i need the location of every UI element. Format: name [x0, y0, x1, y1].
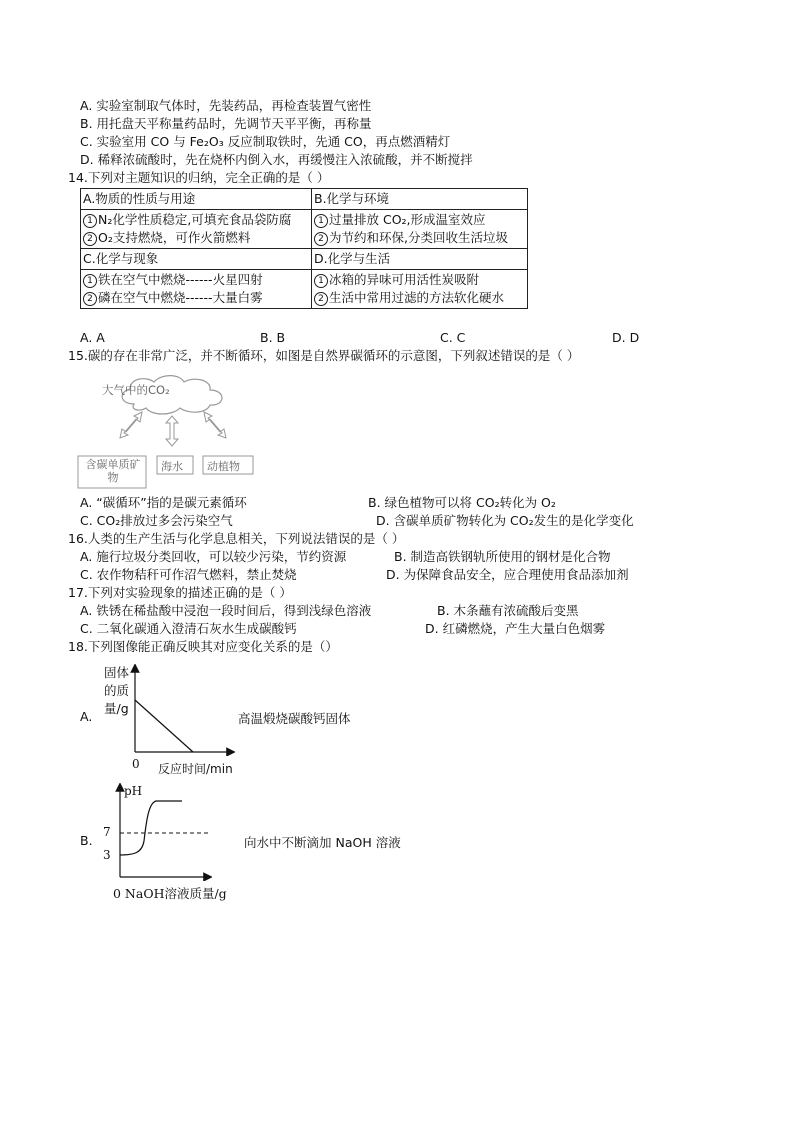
q17-option-b: B. 木条蘸有浓硫酸后变黑 [437, 603, 579, 618]
q18-b-graph [112, 783, 212, 881]
q13-option-c: C. 实验室用 CO 与 Fe₂O₃ 反应制取铁时，先通 CO，再点燃酒精灯 [80, 134, 451, 149]
cloud-label: 大气中的CO₂ [102, 383, 170, 397]
q15-option-a: A. “碳循环”指的是碳元素循环 [80, 495, 247, 510]
q17-stem: 17.下列对实验现象的描述正确的是（ ） [68, 585, 292, 600]
q18-a-origin: 0 [132, 757, 140, 771]
q17-option-d: D. 红磷燃烧，产生大量白色烟雾 [425, 621, 606, 636]
q14-a-cell [81, 210, 312, 249]
circled-one-icon: 1 [83, 214, 97, 228]
q14-d-item-2: 生活中常用过滤的方法软化硬水 [329, 290, 505, 305]
q14-d-item-1: 冰箱的异味可用活性炭吸附 [329, 272, 480, 287]
q13-option-b: B. 用托盘天平称量药品时，先调节天平平衡，再称量 [80, 116, 372, 131]
q18-b-tick-7: 7 [103, 825, 111, 839]
q18-b-ylabel: pH [124, 784, 143, 798]
q14-d-cell [312, 270, 528, 309]
q18-b-xlabel: 0 NaOH溶液质量/g [113, 886, 227, 901]
q15-option-d: D. 含碳单质矿物转化为 CO₂发生的是化学变化 [376, 513, 634, 528]
q18-a-ylabel-line3: 量/g [104, 701, 129, 716]
q14-b-cell [312, 210, 528, 249]
q18-a-xlabel: 反应时间/min [158, 762, 233, 776]
q18-a-graph [125, 664, 235, 756]
q14-option-d: D. D [612, 330, 640, 345]
q18-a-caption: 高温煅烧碳酸钙固体 [238, 711, 351, 726]
q18-a-label: A. [80, 709, 93, 724]
q14-table [80, 188, 528, 309]
circled-one-icon: 1 [314, 274, 328, 288]
q14-b-item-1: 过量排放 CO₂,形成温室效应 [329, 212, 486, 227]
q16-option-d: D. 为保障食品安全，应合理使用食品添加剂 [386, 567, 629, 582]
circled-two-icon: 2 [314, 292, 328, 306]
q18-stem: 18.下列图像能正确反映其对应变化关系的是（） [68, 639, 338, 654]
double-arrow-left [120, 412, 142, 438]
q15-option-b: B. 绿色植物可以将 CO₂转化为 O₂ [368, 495, 556, 510]
q15-option-c: C. CO₂排放过多会污染空气 [80, 513, 233, 528]
q14-d-header: D.化学与生活 [312, 249, 528, 270]
q13-option-d: D. 稀释浓硫酸时，先在烧杯内倒入水，再缓慢注入浓硫酸，并不断搅拌 [80, 152, 473, 167]
q15-stem: 15.碳的存在非常广泛，并不断循环，如图是自然界碳循环的示意图，下列叙述错误的是（ ） [68, 348, 580, 363]
q14-c-item-2: 磷在空气中燃烧------大量白雾 [98, 290, 263, 305]
q16-option-b: B. 制造高铁钢轨所使用的钢材是化合物 [394, 549, 611, 564]
q14-option-c: C. C [440, 330, 466, 345]
q14-b-item-2: 为节约和环保,分类回收生活垃圾 [329, 230, 508, 245]
q18-a-curve [135, 700, 193, 752]
q16-option-c: C. 农作物秸秆可作沼气燃料，禁止焚烧 [80, 567, 297, 582]
q17-option-a: A. 铁锈在稀盐酸中浸泡一段时间后，得到浅绿色溶液 [80, 603, 372, 618]
q18-b-curve [120, 801, 182, 855]
q14-a-item-1: N₂化学性质稳定,可填充食品袋防腐 [98, 212, 292, 227]
circled-two-icon: 2 [314, 232, 328, 246]
circled-one-icon: 1 [314, 214, 328, 228]
q14-option-b: B. B [260, 330, 286, 345]
q14-b-header: B.化学与环境 [312, 189, 528, 210]
q17-option-c: C. 二氧化碳通入澄清石灰水生成碳酸钙 [80, 621, 297, 636]
q18-b-caption: 向水中不断滴加 NaOH 溶液 [244, 835, 401, 850]
q14-c-cell [81, 270, 312, 309]
q18-b-label: B. [80, 833, 93, 848]
q14-option-a: A. A [80, 330, 105, 345]
q13-option-a: A. 实验室制取气体时，先装药品，再检查装置气密性 [80, 98, 372, 113]
circled-two-icon: 2 [83, 232, 97, 246]
q18-a-ylabel-line2: 的质 [104, 683, 130, 698]
box-organisms-label: 动植物 [207, 460, 240, 473]
q16-option-a: A. 施行垃圾分类回收，可以较少污染，节约资源 [80, 549, 347, 564]
q18-b-tick-3: 3 [103, 848, 111, 862]
q14-c-item-1: 铁在空气中燃烧------火星四射 [98, 272, 263, 287]
double-arrow-center [166, 416, 178, 446]
q14-a-item-2: O₂支持燃烧，可作火箭燃料 [98, 230, 251, 245]
q14-c-header: C.化学与现象 [81, 249, 312, 270]
circled-two-icon: 2 [83, 292, 97, 306]
double-arrow-right [204, 412, 226, 438]
q18-a-ylabel-line1: 固体 [104, 665, 130, 680]
q14-a-header: A.物质的性质与用途 [81, 189, 312, 210]
box-minerals-label: 含碳单质矿物 [85, 458, 141, 484]
q14-stem: 14.下列对主题知识的归纳，完全正确的是（ ） [68, 170, 330, 185]
carbon-cycle-diagram [76, 372, 256, 490]
box-seawater-label: 海水 [161, 460, 183, 473]
circled-one-icon: 1 [83, 274, 97, 288]
q16-stem: 16.人类的生产生活与化学息息相关，下列说法错误的是（ ） [68, 531, 405, 546]
